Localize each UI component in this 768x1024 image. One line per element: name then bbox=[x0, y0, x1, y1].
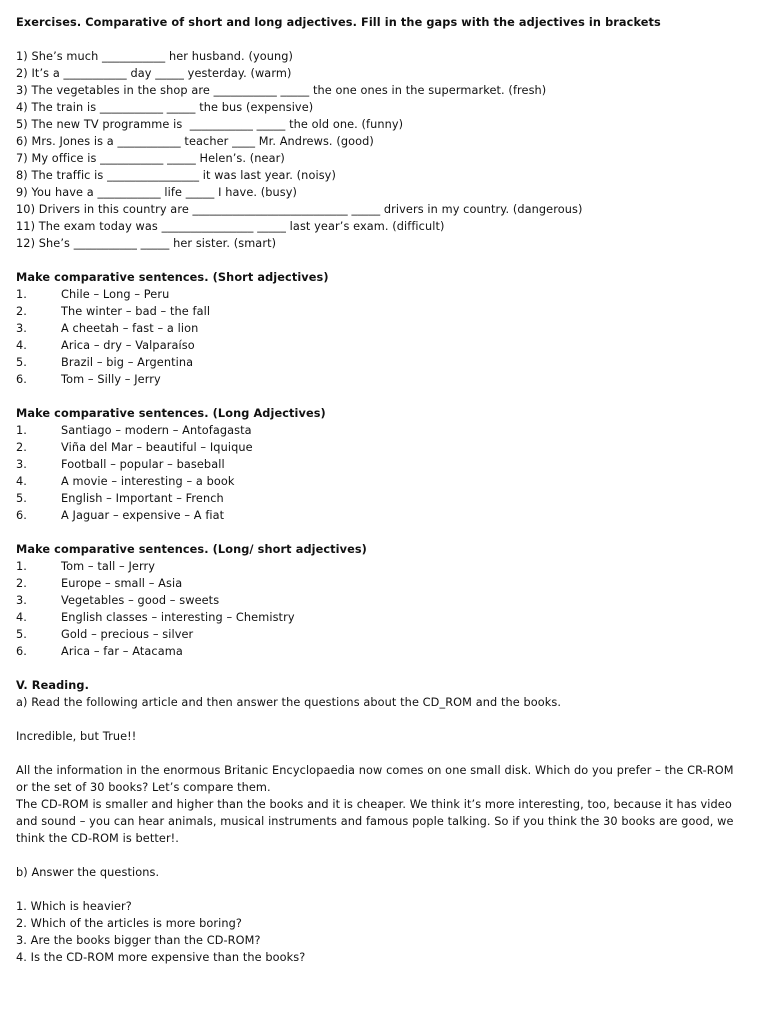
list-item: Tom – tall – Jerry bbox=[61, 560, 156, 573]
item-number: 3. bbox=[16, 594, 27, 607]
item-number: 3. bbox=[16, 322, 27, 335]
list-item: A movie – interesting – a book bbox=[61, 475, 235, 488]
gap-exercise-6: 6) Mrs. Jones is a ___________ teacher ____ Mr. Andrews. (good) bbox=[16, 135, 374, 148]
item-number: 6. bbox=[16, 645, 27, 658]
item-number: 4. bbox=[16, 339, 27, 352]
list-item: Santiago – modern – Antofagasta bbox=[61, 424, 252, 437]
list-item: A Jaguar – expensive – A fiat bbox=[61, 509, 225, 522]
item-number: 3. bbox=[16, 458, 27, 471]
item-number: 1. bbox=[16, 288, 27, 301]
list-item: Viña del Mar – beautiful – Iquique bbox=[61, 441, 253, 454]
item-number: 5. bbox=[16, 492, 27, 505]
reading-instruction-a: a) Read the following article and then answer the questions about the CD_ROM and the books. bbox=[16, 696, 562, 709]
item-number: 4. bbox=[16, 611, 27, 624]
item-number: 5. bbox=[16, 356, 27, 369]
item-number: 6. bbox=[16, 373, 27, 386]
gap-exercise-10: 10) Drivers in this country are ___________________________ _____ drivers in my country. (dangerous) bbox=[16, 203, 583, 216]
list-item: English – Important – French bbox=[61, 492, 224, 505]
list-item: Brazil – big – Argentina bbox=[61, 356, 194, 369]
question-1: 1. Which is heavier? bbox=[16, 900, 132, 913]
list-item: Football – popular – baseball bbox=[61, 458, 225, 471]
item-number: 5. bbox=[16, 628, 27, 641]
reading-heading: V. Reading. bbox=[16, 679, 89, 692]
gap-exercise-11: 11) The exam today was ________________ _____ last year’s exam. (difficult) bbox=[16, 220, 445, 233]
list-item: Chile – Long – Peru bbox=[61, 288, 170, 301]
gap-exercise-2: 2) It’s a ___________ day _____ yesterday. (warm) bbox=[16, 67, 292, 80]
reading-instruction-b: b) Answer the questions. bbox=[16, 866, 160, 879]
section-heading: Make comparative sentences. (Long/ short adjectives) bbox=[16, 543, 367, 556]
question-4: 4. Is the CD-ROM more expensive than the books? bbox=[16, 951, 306, 964]
list-item: A cheetah – fast – a lion bbox=[61, 322, 199, 335]
list-item: Arica – dry – Valparaíso bbox=[61, 339, 195, 352]
item-number: 2. bbox=[16, 305, 27, 318]
list-item: English classes – interesting – Chemistry bbox=[61, 611, 295, 624]
question-2: 2. Which of the articles is more boring? bbox=[16, 917, 242, 930]
list-item: The winter – bad – the fall bbox=[61, 305, 211, 318]
item-number: 6. bbox=[16, 509, 27, 522]
item-number: 4. bbox=[16, 475, 27, 488]
item-number: 2. bbox=[16, 577, 27, 590]
list-item: Vegetables – good – sweets bbox=[61, 594, 220, 607]
gap-exercise-7: 7) My office is ___________ _____ Helen’s. (near) bbox=[16, 152, 285, 165]
worksheet-title: Exercises. Comparative of short and long adjectives. Fill in the gaps with the adjectives in brackets bbox=[16, 16, 661, 29]
gap-exercise-9: 9) You have a ___________ life _____ I have. (busy) bbox=[16, 186, 298, 199]
list-item: Arica – far – Atacama bbox=[61, 645, 183, 658]
item-number: 2. bbox=[16, 441, 27, 454]
section-heading: Make comparative sentences. (Short adjectives) bbox=[16, 271, 329, 284]
question-3: 3. Are the books bigger than the CD-ROM? bbox=[16, 934, 261, 947]
gap-exercise-12: 12) She’s ___________ _____ her sister. (smart) bbox=[16, 237, 277, 250]
item-number: 1. bbox=[16, 424, 27, 437]
gap-exercise-8: 8) The traffic is ________________ it was last year. (noisy) bbox=[16, 169, 336, 182]
list-item: Tom – Silly – Jerry bbox=[61, 373, 161, 386]
gap-exercise-1: 1) She’s much ___________ her husband. (young) bbox=[16, 50, 294, 63]
section-heading: Make comparative sentences. (Long Adjectives) bbox=[16, 407, 326, 420]
gap-exercise-3: 3) The vegetables in the shop are ___________ _____ the one ones in the supermarket. (fresh) bbox=[16, 84, 547, 97]
article-paragraph-1: All the information in the enormous Britanic Encyclopaedia now comes on one small disk. Which do you prefer – the CR-ROM or the set of 30 books? Let’s compare them. bbox=[16, 764, 734, 794]
gap-exercise-5: 5) The new TV programme is ___________ _____ the old one. (funny) bbox=[16, 118, 404, 131]
gap-exercise-4: 4) The train is ___________ _____ the bus (expensive) bbox=[16, 101, 314, 114]
article-paragraph-2: The CD-ROM is smaller and higher than the books and it is cheaper. We think it’s more interesting, too, because it has video and sound – you can hear animals, musical instruments and famous pople talking. So if you think the 30 books are good, we think the CD-ROM is better!. bbox=[16, 798, 734, 845]
list-item: Gold – precious – silver bbox=[61, 628, 194, 641]
article-title: Incredible, but True!! bbox=[16, 730, 137, 743]
item-number: 1. bbox=[16, 560, 27, 573]
list-item: Europe – small – Asia bbox=[61, 577, 183, 590]
